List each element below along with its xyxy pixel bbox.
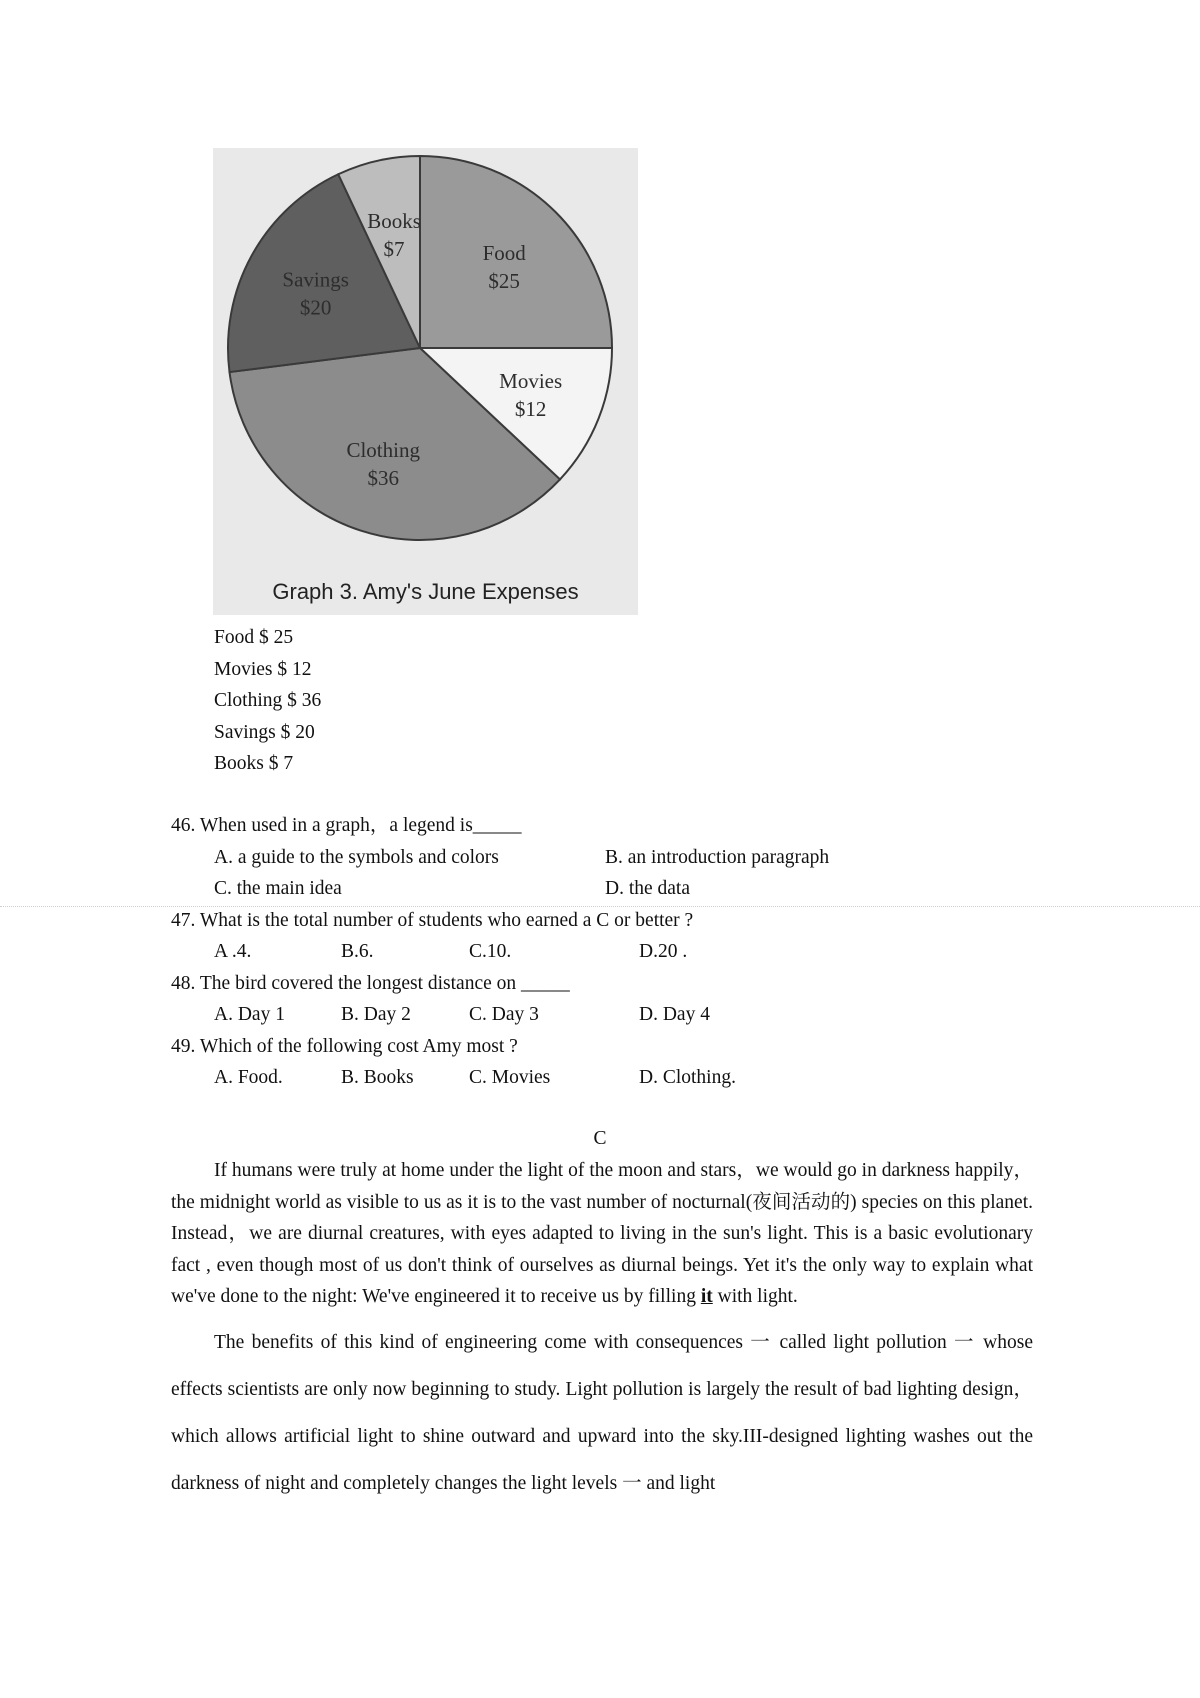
- passage-paragraph-2: The benefits of this kind of engineering come with consequences 一 called light pollution 一 whose effects scientists are only now beginning to study. Light pollution is largely the result of bad lighting design， which allows artificial light to shine outward and upward into the sky.III-designed lighting washes out the darkness of night and completely changes the light levels 一 and light: [171, 1331, 1033, 1494]
- reading-passage: [171, 1155, 1033, 1507]
- legend-item-savings: Savings $ 20: [214, 721, 315, 743]
- pie-label-clothing: Clothing: [346, 438, 420, 463]
- pie-value-food: $25: [488, 268, 520, 293]
- option-48-d: D. Day 4: [639, 1004, 710, 1025]
- pie-chart: [213, 148, 638, 568]
- option-48-c: C. Day 3: [469, 1004, 539, 1025]
- option-47-b: B.6.: [341, 941, 374, 962]
- question-48: 48. The bird covered the longest distance on _____: [171, 972, 570, 994]
- pie-value-savings: $20: [299, 295, 332, 320]
- legend-list: [214, 622, 321, 780]
- question-49: 49. Which of the following cost Amy most ?: [171, 1035, 518, 1057]
- question-list: [171, 810, 1031, 1094]
- option-47-c: C.10.: [469, 941, 512, 962]
- legend-item-books: Books $ 7: [214, 753, 294, 774]
- option-47-d: D.20 .: [639, 941, 688, 962]
- pie-value-movies: $12: [514, 396, 547, 421]
- pie-label-movies: Movies: [499, 368, 563, 393]
- pie-value-clothing: $36: [367, 466, 399, 491]
- question-47-options: [171, 936, 1031, 968]
- passage-paragraph-1: [171, 1155, 1033, 1313]
- option-49-c: C. Movies: [469, 1067, 551, 1088]
- legend-item-food: Food $ 25: [214, 627, 294, 648]
- pie-label-savings: Savings: [282, 267, 349, 292]
- option-49-a: A. Food.: [214, 1067, 283, 1088]
- figure-caption: Graph 3. Amy's June Expenses: [272, 579, 579, 604]
- option-46-a: A. a guide to the symbols and colors: [214, 846, 499, 868]
- pie-value-books: $7: [383, 236, 405, 261]
- question-47: 47. What is the total number of students who earned a C or better ?: [171, 909, 694, 931]
- option-49-d: D. Clothing.: [639, 1067, 736, 1088]
- question-49-options: [171, 1062, 1031, 1094]
- option-49-b: B. Books: [341, 1067, 414, 1088]
- option-48-a: A. Day 1: [214, 1004, 285, 1025]
- option-46-d: D. the data: [605, 878, 691, 899]
- section-heading: C: [593, 1128, 607, 1149]
- option-47-a: A .4.: [214, 941, 252, 962]
- paragraph-1-text-b: with light.: [712, 1286, 798, 1307]
- legend-item-clothing: Clothing $ 36: [214, 690, 322, 711]
- question-46-options-row2: [171, 873, 1031, 905]
- pie-label-food: Food: [482, 240, 526, 265]
- option-46-b: B. an introduction paragraph: [605, 846, 830, 868]
- option-48-b: B. Day 2: [341, 1004, 411, 1025]
- expenses-pie-figure: [213, 148, 638, 615]
- question-46: 46. When used in a graph，a legend is_____: [171, 815, 522, 836]
- option-46-c: C. the main idea: [214, 878, 342, 899]
- underlined-word: it: [700, 1286, 713, 1307]
- question-46-options-row1: [171, 842, 1031, 874]
- question-48-options: [171, 999, 1031, 1031]
- paragraph-1-text-a: If humans were truly at home under the light of the moon and stars，we would go in darkness happily，the midnight world as visible to us as it is to the vast number of nocturnal(夜间活动的) species on this planet. Instead，we are diurnal creatures, with eyes adapted to living in the sun's light. This is a basic evolutionary fact , even though most of us don't think of ourselves as diurnal beings. Yet it's the only way to explain what we've done to the night: We've engineered it to receive us by filling: [171, 1160, 1033, 1307]
- legend-item-movies: Movies $ 12: [214, 658, 312, 680]
- pie-label-books: Books: [367, 208, 421, 233]
